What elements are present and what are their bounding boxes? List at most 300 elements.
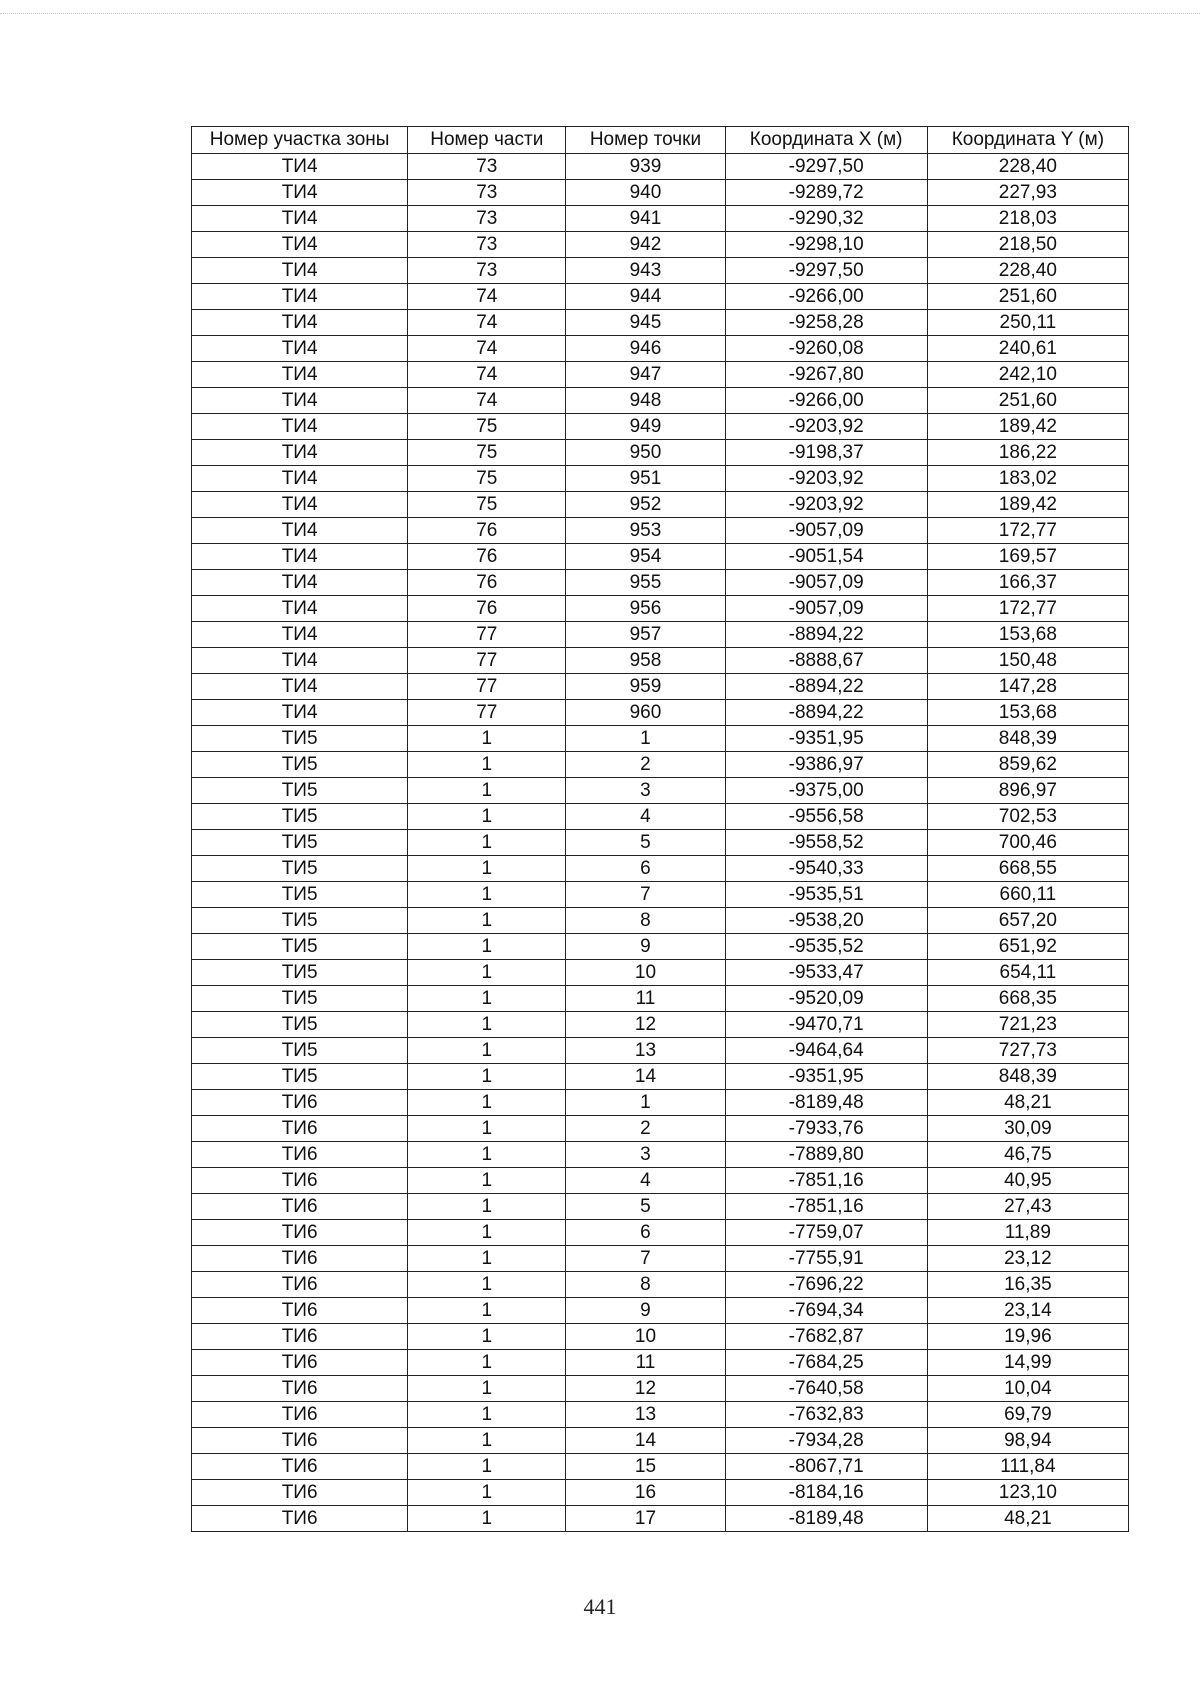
cell-zone-section: ТИ4 (192, 310, 408, 336)
cell-part-number: 1 (408, 1064, 566, 1090)
cell-part-number: 1 (408, 1220, 566, 1246)
table-row (192, 700, 1129, 726)
header-part-number: Номер части (408, 127, 566, 154)
cell-coordinate-x: -9386,97 (725, 752, 927, 778)
table-row (192, 206, 1129, 232)
cell-part-number: 1 (408, 1324, 566, 1350)
cell-point-number: 1 (566, 1090, 725, 1116)
cell-coordinate-x: -7696,22 (725, 1272, 927, 1298)
cell-point-number: 942 (566, 232, 725, 258)
cell-coordinate-x: -9470,71 (725, 1012, 927, 1038)
cell-part-number: 1 (408, 1272, 566, 1298)
cell-coordinate-y: 111,84 (927, 1454, 1128, 1480)
cell-coordinate-y: 23,12 (927, 1246, 1128, 1272)
cell-coordinate-y: 123,10 (927, 1480, 1128, 1506)
table-row (192, 726, 1129, 752)
cell-coordinate-y: 150,48 (927, 648, 1128, 674)
cell-part-number: 74 (408, 336, 566, 362)
cell-coordinate-y: 228,40 (927, 258, 1128, 284)
cell-point-number: 15 (566, 1454, 725, 1480)
cell-part-number: 1 (408, 778, 566, 804)
cell-zone-section: ТИ5 (192, 1012, 408, 1038)
cell-point-number: 955 (566, 570, 725, 596)
cell-coordinate-x: -8894,22 (725, 700, 927, 726)
cell-part-number: 1 (408, 1012, 566, 1038)
cell-coordinate-x: -8189,48 (725, 1090, 927, 1116)
cell-coordinate-y: 172,77 (927, 518, 1128, 544)
cell-coordinate-x: -9260,08 (725, 336, 927, 362)
table-row (192, 518, 1129, 544)
cell-zone-section: ТИ5 (192, 752, 408, 778)
cell-coordinate-y: 896,97 (927, 778, 1128, 804)
cell-point-number: 957 (566, 622, 725, 648)
table-row (192, 1480, 1129, 1506)
cell-part-number: 76 (408, 518, 566, 544)
cell-coordinate-x: -7682,87 (725, 1324, 927, 1350)
cell-point-number: 958 (566, 648, 725, 674)
cell-coordinate-y: 40,95 (927, 1168, 1128, 1194)
cell-point-number: 13 (566, 1038, 725, 1064)
table-row (192, 986, 1129, 1012)
cell-coordinate-x: -8894,22 (725, 674, 927, 700)
cell-coordinate-x: -7933,76 (725, 1116, 927, 1142)
cell-coordinate-x: -9535,52 (725, 934, 927, 960)
cell-point-number: 948 (566, 388, 725, 414)
cell-zone-section: ТИ4 (192, 700, 408, 726)
cell-zone-section: ТИ4 (192, 492, 408, 518)
cell-coordinate-y: 654,11 (927, 960, 1128, 986)
cell-point-number: 7 (566, 882, 725, 908)
cell-coordinate-y: 48,21 (927, 1506, 1128, 1532)
cell-point-number: 952 (566, 492, 725, 518)
cell-coordinate-x: -7640,58 (725, 1376, 927, 1402)
cell-zone-section: ТИ5 (192, 726, 408, 752)
cell-part-number: 1 (408, 1506, 566, 1532)
header-coordinate-x: Координата X (м) (725, 127, 927, 154)
cell-coordinate-y: 48,21 (927, 1090, 1128, 1116)
cell-coordinate-y: 11,89 (927, 1220, 1128, 1246)
header-zone-section: Номер участка зоны (192, 127, 408, 154)
cell-point-number: 3 (566, 1142, 725, 1168)
table-row (192, 752, 1129, 778)
cell-zone-section: ТИ6 (192, 1350, 408, 1376)
table-row (192, 570, 1129, 596)
cell-coordinate-x: -9351,95 (725, 726, 927, 752)
cell-coordinate-y: 98,94 (927, 1428, 1128, 1454)
cell-coordinate-y: 189,42 (927, 414, 1128, 440)
cell-coordinate-y: 218,03 (927, 206, 1128, 232)
cell-coordinate-y: 19,96 (927, 1324, 1128, 1350)
cell-coordinate-y: 660,11 (927, 882, 1128, 908)
cell-point-number: 8 (566, 908, 725, 934)
cell-coordinate-x: -9297,50 (725, 154, 927, 180)
cell-point-number: 12 (566, 1012, 725, 1038)
cell-part-number: 77 (408, 648, 566, 674)
table-row (192, 414, 1129, 440)
cell-part-number: 75 (408, 492, 566, 518)
table-row (192, 284, 1129, 310)
cell-coordinate-x: -7889,80 (725, 1142, 927, 1168)
cell-part-number: 76 (408, 570, 566, 596)
table-row (192, 830, 1129, 856)
cell-part-number: 1 (408, 726, 566, 752)
cell-point-number: 10 (566, 960, 725, 986)
table-row (192, 1506, 1129, 1532)
table-row (192, 1324, 1129, 1350)
cell-zone-section: ТИ6 (192, 1090, 408, 1116)
cell-part-number: 1 (408, 1194, 566, 1220)
cell-part-number: 1 (408, 1090, 566, 1116)
table-row (192, 856, 1129, 882)
cell-coordinate-x: -9538,20 (725, 908, 927, 934)
cell-coordinate-x: -7755,91 (725, 1246, 927, 1272)
cell-coordinate-x: -7851,16 (725, 1168, 927, 1194)
cell-coordinate-x: -9464,64 (725, 1038, 927, 1064)
cell-coordinate-y: 242,10 (927, 362, 1128, 388)
table-row (192, 648, 1129, 674)
cell-coordinate-x: -9520,09 (725, 986, 927, 1012)
cell-part-number: 1 (408, 1168, 566, 1194)
cell-zone-section: ТИ6 (192, 1220, 408, 1246)
cell-coordinate-y: 69,79 (927, 1402, 1128, 1428)
cell-coordinate-x: -8184,16 (725, 1480, 927, 1506)
cell-point-number: 950 (566, 440, 725, 466)
cell-zone-section: ТИ5 (192, 1038, 408, 1064)
cell-coordinate-x: -7851,16 (725, 1194, 927, 1220)
cell-point-number: 944 (566, 284, 725, 310)
cell-part-number: 1 (408, 882, 566, 908)
cell-part-number: 75 (408, 440, 566, 466)
cell-part-number: 1 (408, 804, 566, 830)
table-row (192, 882, 1129, 908)
header-row (192, 127, 1129, 154)
cell-coordinate-x: -8189,48 (725, 1506, 927, 1532)
cell-coordinate-y: 227,93 (927, 180, 1128, 206)
cell-part-number: 73 (408, 232, 566, 258)
cell-zone-section: ТИ5 (192, 986, 408, 1012)
table-row (192, 1272, 1129, 1298)
cell-zone-section: ТИ6 (192, 1142, 408, 1168)
cell-coordinate-y: 859,62 (927, 752, 1128, 778)
cell-part-number: 73 (408, 206, 566, 232)
cell-coordinate-y: 46,75 (927, 1142, 1128, 1168)
cell-point-number: 14 (566, 1428, 725, 1454)
page-number: 441 (583, 1594, 617, 1619)
cell-coordinate-x: -9289,72 (725, 180, 927, 206)
cell-point-number: 4 (566, 804, 725, 830)
cell-coordinate-y: 251,60 (927, 284, 1128, 310)
cell-point-number: 12 (566, 1376, 725, 1402)
cell-zone-section: ТИ4 (192, 336, 408, 362)
table-row (192, 1064, 1129, 1090)
cell-coordinate-x: -9057,09 (725, 570, 927, 596)
cell-point-number: 7 (566, 1246, 725, 1272)
cell-part-number: 74 (408, 310, 566, 336)
cell-zone-section: ТИ4 (192, 570, 408, 596)
table-row (192, 1246, 1129, 1272)
cell-part-number: 1 (408, 960, 566, 986)
table-row (192, 180, 1129, 206)
cell-part-number: 77 (408, 622, 566, 648)
table-row (192, 336, 1129, 362)
table-row (192, 258, 1129, 284)
cell-coordinate-y: 153,68 (927, 700, 1128, 726)
cell-coordinate-x: -9540,33 (725, 856, 927, 882)
cell-part-number: 1 (408, 752, 566, 778)
cell-coordinate-x: -9198,37 (725, 440, 927, 466)
cell-zone-section: ТИ5 (192, 778, 408, 804)
cell-zone-section: ТИ4 (192, 258, 408, 284)
cell-zone-section: ТИ4 (192, 284, 408, 310)
cell-point-number: 11 (566, 986, 725, 1012)
table-row (192, 622, 1129, 648)
table-row (192, 1454, 1129, 1480)
cell-point-number: 960 (566, 700, 725, 726)
table-row (192, 1194, 1129, 1220)
table-row (192, 804, 1129, 830)
cell-coordinate-x: -7759,07 (725, 1220, 927, 1246)
cell-coordinate-y: 166,37 (927, 570, 1128, 596)
cell-zone-section: ТИ4 (192, 596, 408, 622)
cell-coordinate-x: -9057,09 (725, 518, 927, 544)
cell-point-number: 943 (566, 258, 725, 284)
cell-point-number: 954 (566, 544, 725, 570)
cell-coordinate-x: -9351,95 (725, 1064, 927, 1090)
cell-coordinate-y: 30,09 (927, 1116, 1128, 1142)
table-body (192, 154, 1129, 1532)
cell-coordinate-x: -9297,50 (725, 258, 927, 284)
table-header (192, 127, 1129, 154)
cell-part-number: 1 (408, 1454, 566, 1480)
cell-coordinate-y: 702,53 (927, 804, 1128, 830)
cell-part-number: 1 (408, 1350, 566, 1376)
cell-point-number: 5 (566, 830, 725, 856)
cell-coordinate-y: 657,20 (927, 908, 1128, 934)
cell-part-number: 1 (408, 1402, 566, 1428)
cell-point-number: 4 (566, 1168, 725, 1194)
cell-coordinate-y: 172,77 (927, 596, 1128, 622)
cell-coordinate-x: -9290,32 (725, 206, 927, 232)
cell-zone-section: ТИ6 (192, 1298, 408, 1324)
cell-point-number: 13 (566, 1402, 725, 1428)
table-row (192, 466, 1129, 492)
table-row (192, 674, 1129, 700)
cell-coordinate-y: 848,39 (927, 1064, 1128, 1090)
cell-zone-section: ТИ4 (192, 674, 408, 700)
cell-part-number: 1 (408, 1246, 566, 1272)
cell-part-number: 1 (408, 1298, 566, 1324)
cell-point-number: 6 (566, 856, 725, 882)
cell-coordinate-x: -8888,67 (725, 648, 927, 674)
table-row (192, 154, 1129, 180)
cell-part-number: 74 (408, 362, 566, 388)
cell-point-number: 10 (566, 1324, 725, 1350)
cell-zone-section: ТИ6 (192, 1428, 408, 1454)
cell-point-number: 951 (566, 466, 725, 492)
cell-coordinate-x: -9535,51 (725, 882, 927, 908)
cell-part-number: 75 (408, 414, 566, 440)
cell-point-number: 9 (566, 1298, 725, 1324)
cell-point-number: 1 (566, 726, 725, 752)
cell-part-number: 75 (408, 466, 566, 492)
table-row (192, 934, 1129, 960)
cell-point-number: 8 (566, 1272, 725, 1298)
cell-point-number: 2 (566, 1116, 725, 1142)
cell-zone-section: ТИ5 (192, 908, 408, 934)
cell-zone-section: ТИ6 (192, 1116, 408, 1142)
cell-zone-section: ТИ5 (192, 1064, 408, 1090)
table-row (192, 1012, 1129, 1038)
cell-zone-section: ТИ6 (192, 1272, 408, 1298)
cell-coordinate-y: 250,11 (927, 310, 1128, 336)
cell-zone-section: ТИ6 (192, 1506, 408, 1532)
cell-part-number: 1 (408, 1038, 566, 1064)
cell-part-number: 77 (408, 700, 566, 726)
cell-point-number: 949 (566, 414, 725, 440)
table-row (192, 388, 1129, 414)
table-row (192, 1116, 1129, 1142)
cell-part-number: 1 (408, 986, 566, 1012)
table-row (192, 362, 1129, 388)
cell-coordinate-x: -9203,92 (725, 414, 927, 440)
cell-point-number: 940 (566, 180, 725, 206)
cell-zone-section: ТИ4 (192, 154, 408, 180)
cell-coordinate-y: 169,57 (927, 544, 1128, 570)
cell-coordinate-y: 700,46 (927, 830, 1128, 856)
table-row (192, 310, 1129, 336)
cell-coordinate-x: -9057,09 (725, 596, 927, 622)
cell-part-number: 1 (408, 830, 566, 856)
table-row (192, 596, 1129, 622)
cell-zone-section: ТИ6 (192, 1480, 408, 1506)
cell-point-number: 6 (566, 1220, 725, 1246)
table-row (192, 778, 1129, 804)
cell-coordinate-y: 189,42 (927, 492, 1128, 518)
cell-zone-section: ТИ6 (192, 1246, 408, 1272)
table-row (192, 1142, 1129, 1168)
table-row (192, 1350, 1129, 1376)
cell-part-number: 1 (408, 934, 566, 960)
coordinates-table (191, 126, 1129, 1532)
cell-coordinate-y: 14,99 (927, 1350, 1128, 1376)
cell-coordinate-y: 183,02 (927, 466, 1128, 492)
cell-part-number: 1 (408, 1142, 566, 1168)
cell-point-number: 5 (566, 1194, 725, 1220)
cell-coordinate-y: 668,35 (927, 986, 1128, 1012)
table-row (192, 232, 1129, 258)
cell-coordinate-x: -7632,83 (725, 1402, 927, 1428)
cell-coordinate-y: 16,35 (927, 1272, 1128, 1298)
table-row (192, 544, 1129, 570)
header-coordinate-y: Координата Y (м) (927, 127, 1128, 154)
table-row (192, 960, 1129, 986)
cell-zone-section: ТИ6 (192, 1194, 408, 1220)
cell-zone-section: ТИ5 (192, 960, 408, 986)
cell-point-number: 941 (566, 206, 725, 232)
cell-part-number: 1 (408, 856, 566, 882)
cell-zone-section: ТИ4 (192, 648, 408, 674)
cell-coordinate-x: -9258,28 (725, 310, 927, 336)
header-point-number: Номер точки (566, 127, 725, 154)
cell-point-number: 945 (566, 310, 725, 336)
cell-coordinate-x: -9266,00 (725, 284, 927, 310)
cell-zone-section: ТИ6 (192, 1324, 408, 1350)
table-row (192, 440, 1129, 466)
cell-point-number: 9 (566, 934, 725, 960)
cell-coordinate-x: -7684,25 (725, 1350, 927, 1376)
cell-point-number: 959 (566, 674, 725, 700)
cell-coordinate-x: -9556,58 (725, 804, 927, 830)
cell-coordinate-x: -9203,92 (725, 466, 927, 492)
cell-zone-section: ТИ4 (192, 622, 408, 648)
cell-zone-section: ТИ4 (192, 414, 408, 440)
cell-coordinate-y: 651,92 (927, 934, 1128, 960)
cell-coordinate-x: -9298,10 (725, 232, 927, 258)
cell-zone-section: ТИ4 (192, 362, 408, 388)
cell-coordinate-x: -9203,92 (725, 492, 927, 518)
cell-part-number: 74 (408, 284, 566, 310)
cell-coordinate-y: 848,39 (927, 726, 1128, 752)
cell-coordinate-y: 147,28 (927, 674, 1128, 700)
cell-part-number: 76 (408, 596, 566, 622)
cell-coordinate-x: -8067,71 (725, 1454, 927, 1480)
table-row (192, 908, 1129, 934)
cell-part-number: 73 (408, 258, 566, 284)
scan-edge-rule (0, 13, 1200, 14)
cell-point-number: 11 (566, 1350, 725, 1376)
cell-point-number: 3 (566, 778, 725, 804)
cell-coordinate-y: 10,04 (927, 1376, 1128, 1402)
cell-coordinate-x: -9051,54 (725, 544, 927, 570)
cell-coordinate-y: 668,55 (927, 856, 1128, 882)
cell-zone-section: ТИ6 (192, 1376, 408, 1402)
table-row (192, 1038, 1129, 1064)
table-row (192, 1298, 1129, 1324)
cell-coordinate-x: -9266,00 (725, 388, 927, 414)
cell-zone-section: ТИ6 (192, 1402, 408, 1428)
cell-zone-section: ТИ6 (192, 1168, 408, 1194)
cell-point-number: 956 (566, 596, 725, 622)
table-row (192, 1402, 1129, 1428)
cell-part-number: 1 (408, 908, 566, 934)
cell-part-number: 1 (408, 1428, 566, 1454)
cell-part-number: 73 (408, 180, 566, 206)
cell-point-number: 17 (566, 1506, 725, 1532)
table-row (192, 1168, 1129, 1194)
cell-part-number: 74 (408, 388, 566, 414)
cell-zone-section: ТИ4 (192, 466, 408, 492)
cell-coordinate-y: 721,23 (927, 1012, 1128, 1038)
cell-coordinate-y: 27,43 (927, 1194, 1128, 1220)
cell-zone-section: ТИ4 (192, 440, 408, 466)
cell-coordinate-y: 23,14 (927, 1298, 1128, 1324)
cell-coordinate-y: 153,68 (927, 622, 1128, 648)
cell-coordinate-x: -9533,47 (725, 960, 927, 986)
cell-point-number: 14 (566, 1064, 725, 1090)
cell-coordinate-y: 251,60 (927, 388, 1128, 414)
cell-part-number: 1 (408, 1116, 566, 1142)
cell-part-number: 1 (408, 1480, 566, 1506)
cell-coordinate-y: 218,50 (927, 232, 1128, 258)
cell-zone-section: ТИ4 (192, 388, 408, 414)
cell-part-number: 77 (408, 674, 566, 700)
cell-coordinate-x: -9267,80 (725, 362, 927, 388)
cell-coordinate-y: 228,40 (927, 154, 1128, 180)
cell-coordinate-x: -7934,28 (725, 1428, 927, 1454)
cell-point-number: 953 (566, 518, 725, 544)
cell-coordinate-x: -7694,34 (725, 1298, 927, 1324)
cell-zone-section: ТИ5 (192, 804, 408, 830)
